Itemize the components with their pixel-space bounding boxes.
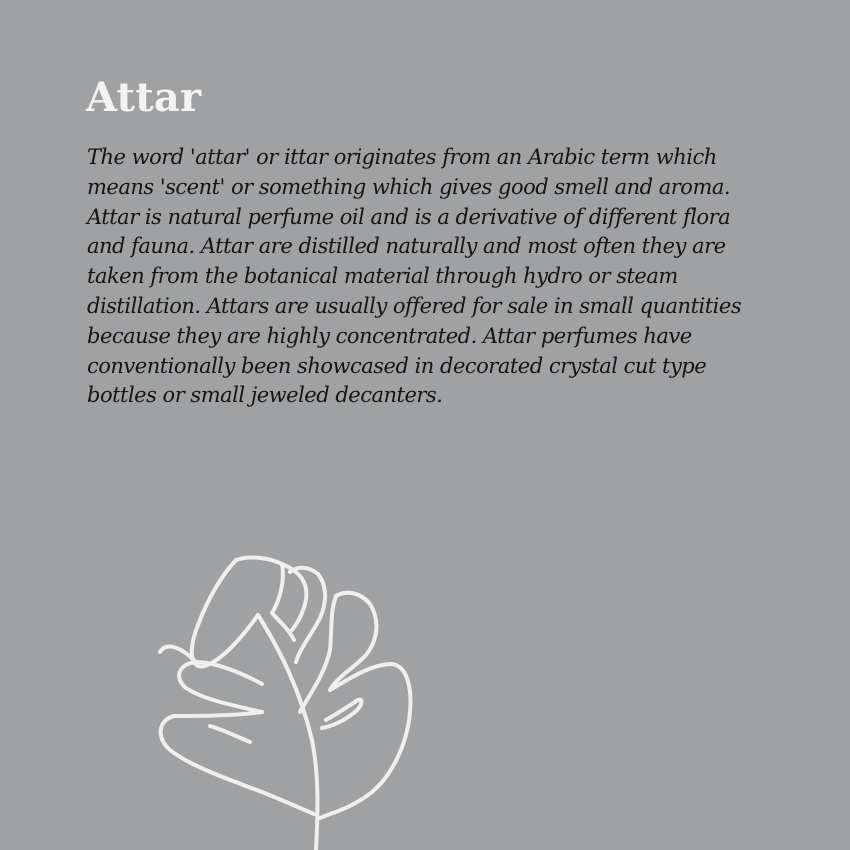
description-line: and fauna. Attar are distilled naturally and most often they are [87,234,726,259]
description-line: taken from the botanical material through hydro or steam [87,264,678,289]
description-line: Attar is natural perfume oil and is a derivative of different flora [87,204,731,229]
description-line: conventionally been showcased in decorated crystal cut type [87,353,707,378]
description-line: bottles or small jeweled decanters. [87,383,443,408]
description-line: because they are highly concentrated. Attar perfumes have [87,323,692,348]
description-paragraph [87,143,787,411]
description-line: distillation. Attars are usually offered for sale in small quantities [87,293,742,318]
description-line: means 'scent' or something which gives good smell and aroma. [87,174,731,199]
monstera-leaf-icon [130,540,440,850]
description-line: The word 'attar' or ittar originates from an Arabic term which [87,145,717,169]
page-title: Attar [86,74,202,121]
